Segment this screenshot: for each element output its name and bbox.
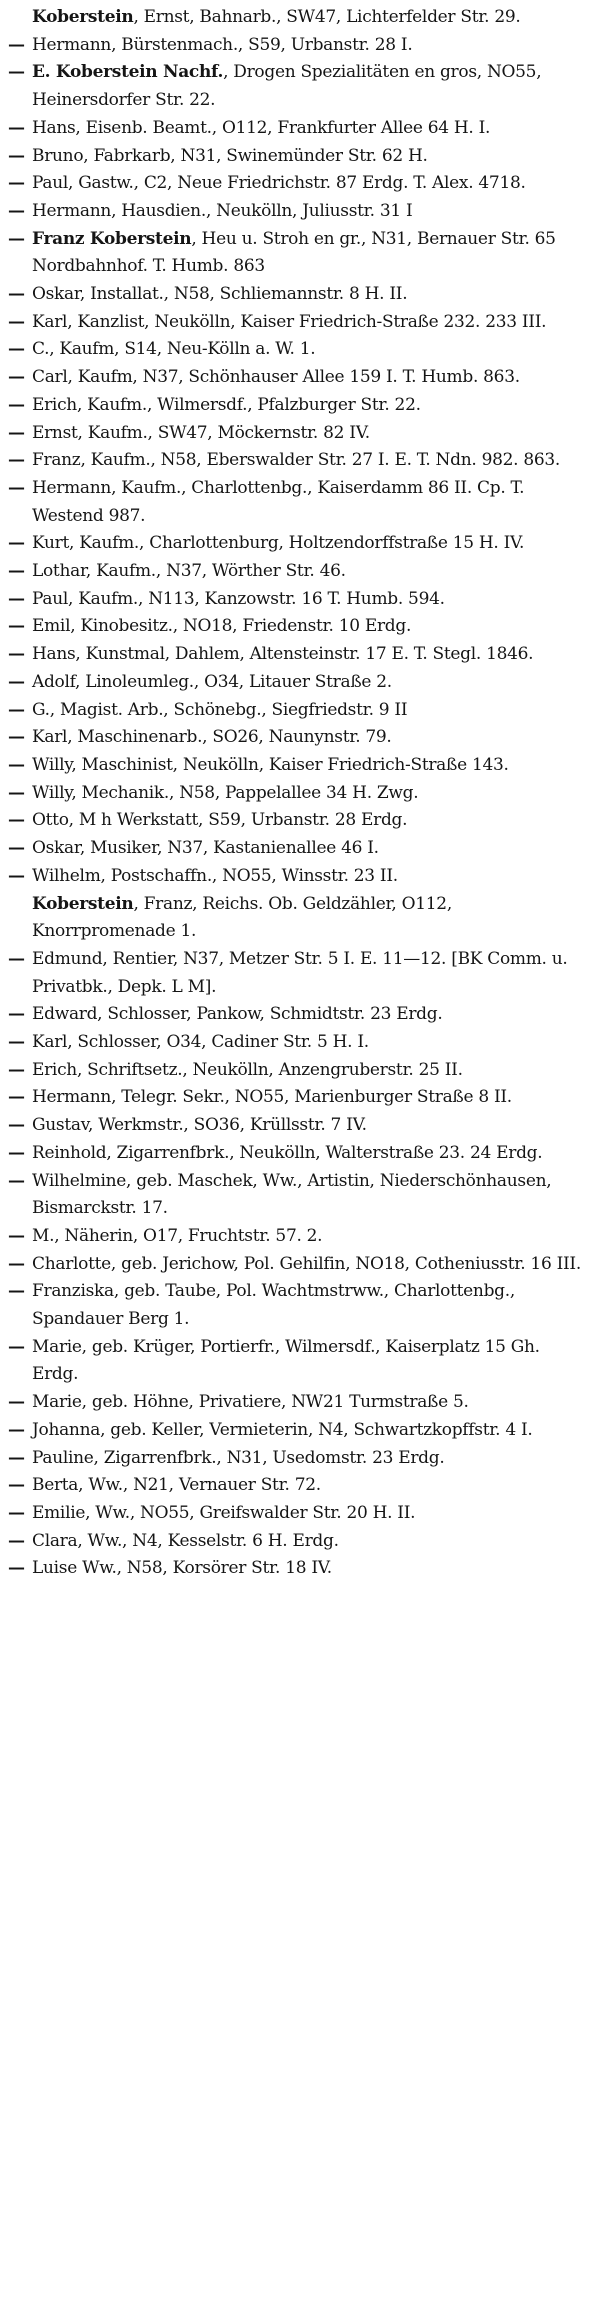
entry-dash: —: [8, 311, 25, 332]
directory-entry: [8, 724, 584, 752]
directory-entry: [8, 641, 584, 669]
entry-dash: —: [8, 1170, 25, 1191]
entry-dash: —: [8, 727, 25, 748]
directory-entry: [8, 32, 584, 60]
entry-text: Emil, Kinobesitz., NO18, Friedenstr. 10 Erdg.: [32, 616, 412, 637]
entry-text: Carl, Kaufm, N37, Schönhauser Allee 159 I. T. Humb. 863.: [32, 367, 520, 388]
directory-entry: [8, 1334, 584, 1389]
entry-text: Clara, Ww., N4, Kesselstr. 6 H. Erdg.: [32, 1530, 339, 1551]
directory-entry: [8, 586, 584, 614]
directory-entry: [8, 336, 584, 364]
entry-name-bold: Franz Koberstein: [32, 228, 192, 249]
directory-entry: [8, 1168, 584, 1223]
entry-dash: —: [8, 699, 25, 720]
entry-dash: —: [8, 1142, 25, 1163]
entry-dash: —: [8, 1115, 25, 1136]
directory-entry: [8, 1528, 584, 1556]
directory-entry: [8, 669, 584, 697]
entry-text: Hans, Eisenb. Beamt., O112, Frankfurter Allee 64 H. I.: [32, 117, 491, 138]
entry-dash: —: [8, 782, 25, 803]
entry-dash: —: [8, 1419, 25, 1440]
entry-text: Reinhold, Zigarrenfbrk., Neukölln, Walterstraße 23. 24 Erdg.: [32, 1142, 543, 1163]
entry-text: Willy, Mechanik., N58, Pappelallee 34 H. Zwg.: [32, 782, 419, 803]
entry-name-bold: Koberstein: [32, 7, 134, 27]
directory-entry: [8, 364, 584, 392]
entry-text: Franz, Kaufm., N58, Eberswalder Str. 27 I. E. T. Ndn. 982. 863.: [32, 450, 560, 471]
entry-text: Edmund, Rentier, N37, Metzer Str. 5 I. E. 11—12. [BK Comm. u. Privatbk., Depk. L M].: [32, 948, 568, 997]
entry-dash: —: [8, 117, 25, 138]
entry-text: Marie, geb. Höhne, Privatiere, NW21 Turmstraße 5.: [32, 1392, 469, 1413]
entry-dash: —: [8, 533, 25, 554]
directory-entry: [8, 309, 584, 337]
entry-text: Luise Ww., N58, Korsörer Str. 18 IV.: [32, 1558, 332, 1579]
entry-dash: —: [8, 1281, 25, 1302]
entry-dash: —: [8, 1558, 25, 1579]
entry-dash: —: [8, 1032, 25, 1053]
directory-entry: [8, 1278, 584, 1333]
entry-text: Charlotte, geb. Jerichow, Pol. Gehilfin, NO18, Cotheniusstr. 16 III.: [32, 1253, 581, 1274]
entry-dash: —: [8, 948, 25, 969]
entry-text: Hermann, Hausdien., Neukölln, Juliusstr. 31 I: [32, 200, 413, 221]
directory-entry: [8, 835, 584, 863]
entry-dash: —: [8, 1004, 25, 1025]
directory-entry: [8, 1472, 584, 1500]
directory-entry: [8, 1001, 584, 1029]
entry-dash: —: [8, 561, 25, 582]
entry-dash: —: [8, 644, 25, 665]
directory-entry: [8, 863, 584, 891]
directory-entry: [8, 752, 584, 780]
directory-entry: [8, 281, 584, 309]
directory-entry: [8, 780, 584, 808]
entry-dash: —: [8, 477, 25, 498]
entry-text: Wilhelm, Postschaffn., NO55, Winsstr. 23 II.: [32, 865, 398, 886]
entry-text: Willy, Maschinist, Neukölln, Kaiser Friedrich-Straße 143.: [32, 754, 509, 775]
entry-dash: —: [8, 450, 25, 471]
entry-text: Berta, Ww., N21, Vernauer Str. 72.: [32, 1475, 321, 1496]
entry-dash: —: [8, 34, 25, 55]
directory-entry: [8, 613, 584, 641]
directory-entry: [8, 170, 584, 198]
entry-dash: —: [8, 616, 25, 637]
entry-text: Franziska, geb. Taube, Pol. Wachtmstrww., Charlottenbg., Spandauer Berg 1.: [32, 1281, 515, 1330]
entry-text: Erich, Schriftsetz., Neukölln, Anzengruberstr. 25 II.: [32, 1059, 463, 1080]
directory-entry: [8, 1417, 584, 1445]
entry-text: Johanna, geb. Keller, Vermieterin, N4, Schwartzkopffstr. 4 I.: [32, 1419, 533, 1440]
directory-entry: [8, 226, 584, 281]
entry-dash: —: [8, 1225, 25, 1246]
entry-dash: —: [8, 1447, 25, 1468]
entry-dash: —: [8, 1253, 25, 1274]
entry-dash: —: [8, 200, 25, 221]
entry-dash: —: [8, 228, 25, 249]
entry-text: G., Magist. Arb., Schönebg., Siegfriedstr. 9 II: [32, 699, 408, 720]
entry-text: Wilhelmine, geb. Maschek, Ww., Artistin, Niederschönhausen, Bismarckstr. 17.: [32, 1170, 552, 1219]
directory-entry: [8, 1223, 584, 1251]
entry-dash: —: [8, 1502, 25, 1523]
entry-text: Oskar, Musiker, N37, Kastanienallee 46 I.: [32, 838, 379, 859]
directory-entry: [8, 1084, 584, 1112]
entry-name-bold: Koberstein: [32, 893, 134, 914]
entry-dash: —: [8, 865, 25, 886]
entry-text: Pauline, Zigarrenfbrk., N31, Usedomstr. 23 Erdg.: [32, 1447, 445, 1468]
entry-text: Kurt, Kaufm., Charlottenburg, Holtzendorffstraße 15 H. IV.: [32, 533, 525, 554]
directory-entry: [8, 1057, 584, 1085]
entry-text: Hermann, Kaufm., Charlottenbg., Kaiserdamm 86 II. Cp. T. Westend 987.: [32, 477, 525, 526]
entry-dash: —: [8, 1059, 25, 1080]
entry-dash: —: [8, 422, 25, 443]
entry-dash: —: [8, 1530, 25, 1551]
entry-dash: —: [8, 367, 25, 388]
entry-text: , Franz, Reichs. Ob. Geldzähler, O112, Knorrpromenade 1.: [32, 893, 452, 942]
entry-text: Emilie, Ww., NO55, Greifswalder Str. 20 H. II.: [32, 1502, 416, 1523]
entry-text: Marie, geb. Krüger, Portierfr., Wilmersdf., Kaiserplatz 15 Gh. Erdg.: [32, 1336, 540, 1385]
entry-text: Adolf, Linoleumleg., O34, Litauer Straße 2.: [32, 671, 392, 692]
entry-text: M., Näherin, O17, Fruchtstr. 57. 2.: [32, 1225, 323, 1246]
entry-dash: —: [8, 588, 25, 609]
directory-entry: [8, 475, 584, 530]
entry-dash: —: [8, 145, 25, 166]
directory-entry: [8, 1140, 584, 1168]
entry-dash: —: [8, 810, 25, 831]
directory-entry: [8, 420, 584, 448]
entry-text: Hermann, Telegr. Sekr., NO55, Marienburger Straße 8 II.: [32, 1087, 512, 1108]
directory-entry: [8, 530, 584, 558]
entry-dash: —: [8, 1392, 25, 1413]
entry-text: , Drogen Spezialitäten en gros, NO55, Heinersdorfer Str. 22.: [32, 62, 542, 111]
directory-entry: [8, 447, 584, 475]
entry-text: Erich, Kaufm., Wilmersdf., Pfalzburger Str. 22.: [32, 394, 421, 415]
entry-text: Hermann, Bürstenmach., S59, Urbanstr. 28 I.: [32, 34, 413, 55]
directory-entry: [8, 1555, 584, 1583]
entry-text: Bruno, Fabrkarb, N31, Swinemünder Str. 62 H.: [32, 145, 428, 166]
directory-entry: [8, 558, 584, 586]
entry-text: Paul, Gastw., C2, Neue Friedrichstr. 87 Erdg. T. Alex. 4718.: [32, 173, 526, 194]
directory-entry: [8, 392, 584, 420]
entry-text: Karl, Kanzlist, Neukölln, Kaiser Friedrich-Straße 232. 233 III.: [32, 311, 547, 332]
directory-entry: [8, 1029, 584, 1057]
entry-text: Karl, Maschinenarb., SO26, Naunynstr. 79.: [32, 727, 392, 748]
entry-dash: —: [8, 173, 25, 194]
entry-dash: —: [8, 339, 25, 360]
entry-dash: —: [8, 1475, 25, 1496]
entry-dash: —: [8, 1087, 25, 1108]
entry-text: Hans, Kunstmal, Dahlem, Altensteinstr. 17 E. T. Stegl. 1846.: [32, 644, 534, 665]
entry-text: C., Kaufm, S14, Neu-Kölln a. W. 1.: [32, 339, 316, 360]
directory-entry: [8, 1112, 584, 1140]
directory-entry: [8, 891, 584, 946]
entry-text: Gustav, Werkmstr., SO36, Krüllsstr. 7 IV.: [32, 1115, 367, 1136]
entry-text: Ernst, Kaufm., SW47, Möckernstr. 82 IV.: [32, 422, 370, 443]
directory-entry: [8, 946, 584, 1001]
directory-entry: [8, 697, 584, 725]
directory-entry: [8, 59, 584, 114]
entry-text: Lothar, Kaufm., N37, Wörther Str. 46.: [32, 561, 346, 582]
entry-text: , Ernst, Bahnarb., SW47, Lichterfelder Str. 29.: [133, 7, 521, 27]
directory-entry: [8, 807, 584, 835]
entry-text: Paul, Kaufm., N113, Kanzowstr. 16 T. Humb. 594.: [32, 588, 445, 609]
entry-dash: —: [8, 1336, 25, 1357]
directory-entry: [8, 115, 584, 143]
entry-text: Karl, Schlosser, O34, Cadiner Str. 5 H. I.: [32, 1032, 369, 1053]
entry-name-bold: E. Koberstein Nachf.: [32, 62, 224, 83]
directory-entry: [8, 4, 584, 32]
directory-entry: [8, 1389, 584, 1417]
entry-text: Oskar, Installat., N58, Schliemannstr. 8 H. II.: [32, 284, 408, 305]
entry-dash: —: [8, 284, 25, 305]
entry-text: Otto, M h Werkstatt, S59, Urbanstr. 28 Erdg.: [32, 810, 408, 831]
entry-dash: —: [8, 838, 25, 859]
entry-dash: —: [8, 671, 25, 692]
entry-text: Edward, Schlosser, Pankow, Schmidtstr. 23 Erdg.: [32, 1004, 443, 1025]
directory-entry: [8, 198, 584, 226]
directory-entry: [8, 1500, 584, 1528]
directory-entry: [8, 1445, 584, 1473]
directory-entry: [8, 1251, 584, 1279]
directory-entry: [8, 143, 584, 171]
entry-dash: —: [8, 62, 25, 83]
entry-dash: —: [8, 394, 25, 415]
entry-text: , Heu u. Stroh en gr., N31, Bernauer Str. 65 Nordbahnhof. T. Humb. 863: [32, 228, 556, 277]
entry-dash: —: [8, 754, 25, 775]
